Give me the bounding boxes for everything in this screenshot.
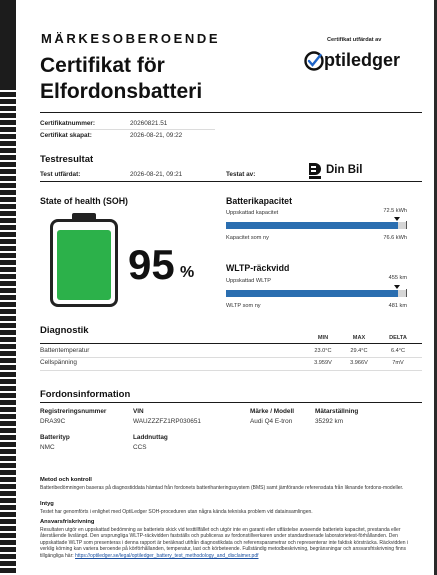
issued-by-label: Certifikat utfärdat av [327, 37, 382, 43]
battery-body [50, 219, 118, 307]
capacity-new: 76.6 kWh [383, 235, 407, 241]
test-divider [40, 181, 422, 182]
battery-charge-level [57, 230, 111, 300]
diag-row-max: 3.966V [350, 360, 368, 366]
capacity-marker [394, 217, 400, 221]
range-end-tick [406, 289, 407, 297]
capacity-new-label: Kapacitet som ny [226, 235, 269, 241]
soh-heading: State of health (SOH) [40, 196, 128, 206]
title-line-1: Certifikat för [40, 54, 165, 77]
diag-row-divider [40, 370, 422, 371]
optiledger-logo [303, 48, 413, 76]
reg-value: DRA39C [40, 418, 66, 425]
eyebrow-heading: MÄRKESOBEROENDE [41, 31, 221, 46]
odometer-value: 35292 km [315, 418, 344, 425]
diag-header-delta: DELTA [389, 335, 407, 341]
test-results-heading: Testresultat [40, 154, 94, 165]
battery-type-label: Batterityp [40, 434, 70, 441]
diag-row-min: 3.959V [314, 360, 332, 366]
cert-created-label: Certifikat skapat: [40, 132, 92, 139]
striped-border [0, 0, 16, 575]
cert-created: 2026-08-21, 09:22 [130, 132, 183, 139]
diag-row-delta: 7mV [392, 360, 404, 366]
soh-value: 95 [128, 241, 175, 288]
capacity-bar [226, 222, 407, 229]
capacity-bar-fill [226, 222, 398, 229]
cert-number: 20260821.51 [130, 120, 168, 127]
tested-by-label: Testat av: [226, 171, 256, 178]
brand-name: ptiledger [324, 50, 401, 70]
capacity-heading: Batterikapacitet [226, 196, 293, 206]
capacity-end-tick [406, 221, 407, 229]
diag-row-max: 29.4°C [350, 348, 368, 354]
diag-row-divider [40, 357, 422, 358]
certification-text: Testet har genomförts i enlighet med OptiLedger SOH-proceduren utan några kända tekniska problem vid datainsamlingen. [40, 509, 313, 515]
soh-unit: % [180, 264, 195, 281]
method-heading: Metod och kontroll [40, 477, 92, 483]
charge-port-label: Laddnuttag [133, 434, 168, 441]
range-estimated-label: Uppskattad WLTP [226, 278, 271, 284]
disclaimer-block [40, 527, 412, 559]
range-estimated: 455 km [388, 275, 407, 281]
diag-header-divider [40, 343, 422, 344]
din-bil-icon [308, 162, 322, 180]
range-bar-fill [226, 290, 398, 297]
disclaimer-link[interactable]: https://optiledger.se/legal/optiledger_battery_test_methodology_and_disclaimer.pdf [75, 552, 259, 559]
cert-row-divider [40, 129, 215, 130]
diag-header-max: MAX [352, 335, 366, 341]
vin-value: WAUZZZFZ1RP030651 [133, 418, 201, 425]
title-line-2: Elfordonsbatteri [40, 80, 203, 103]
diag-row-min: 23.0°C [314, 348, 332, 354]
diag-row-label: Cellspänning [40, 359, 77, 366]
diag-row-delta: 6.4°C [390, 348, 406, 354]
odometer-label: Mätarställning [315, 408, 359, 415]
model-label: Märke / Modell [250, 408, 295, 415]
cert-number-label: Certifikatnummer: [40, 120, 96, 127]
vin-label: VIN [133, 408, 144, 415]
capacity-estimated: 72.5 kWh [383, 208, 407, 214]
test-issued: 2026-08-21, 09:21 [130, 171, 183, 178]
vehicle-heading: Fordonsinformation [40, 389, 131, 400]
capacity-estimated-label: Uppskattad kapacitet [226, 210, 279, 216]
header-divider [40, 112, 422, 113]
tester-name: Din Bil [326, 164, 363, 176]
range-new-label: WLTP som ny [226, 303, 261, 309]
disclaimer-text: Resultaten utgör en uppskattad bedömning av batteriets skick vid testtillfället och utgör inte en garanti eller utfästelse avseende batteriets kapacitet, prestanda eller återstående livslängd. Den ursprungliga WLTP-räckvidden fastställs och publiceras av fordonstillverkaren under standardiserade laboratorietest-förhållanden. Den uppskattade WLTP som presenteras i denna rapport är beräknad utifrån diagnostikdata och referensparametrar och representerar inte faktisk körsträcka. Räckvidden i verklig körning kan variera beroende på körförhållanden, temperatur, last och körbeteende. Fullständig metodbeskrivning, begränsningar och ansvarsfriskrivning finns tillgängliga här: [40, 527, 409, 559]
disclaimer-heading: Ansvarsfriskrivning [40, 519, 95, 525]
battery-type-value: NMC [40, 444, 55, 451]
diagnostics-heading: Diagnostik [40, 325, 89, 336]
model-value: Audi Q4 E-tron [250, 418, 293, 425]
diag-header-min: MIN [317, 335, 329, 341]
test-issued-label: Test utfärdat: [40, 171, 81, 178]
diag-row-label: Battentemperatur [40, 347, 90, 354]
range-marker [394, 285, 400, 289]
method-text: Batteribedömningen baseras på diagnostiddata hämtad från fordonets batterihanteringssystem (BMS) samt jämförande referensdata från liknande fordons-modeller. [40, 485, 404, 491]
vehicle-divider [40, 402, 422, 403]
range-bar [226, 290, 407, 297]
reg-label: Registreringsnummer [40, 408, 107, 415]
certification-heading: Intyg [40, 501, 54, 507]
range-new: 481 km [388, 303, 407, 309]
charge-port-value: CCS [133, 444, 147, 451]
range-heading: WLTP-räckvidd [226, 263, 290, 273]
battery-icon [50, 213, 118, 305]
